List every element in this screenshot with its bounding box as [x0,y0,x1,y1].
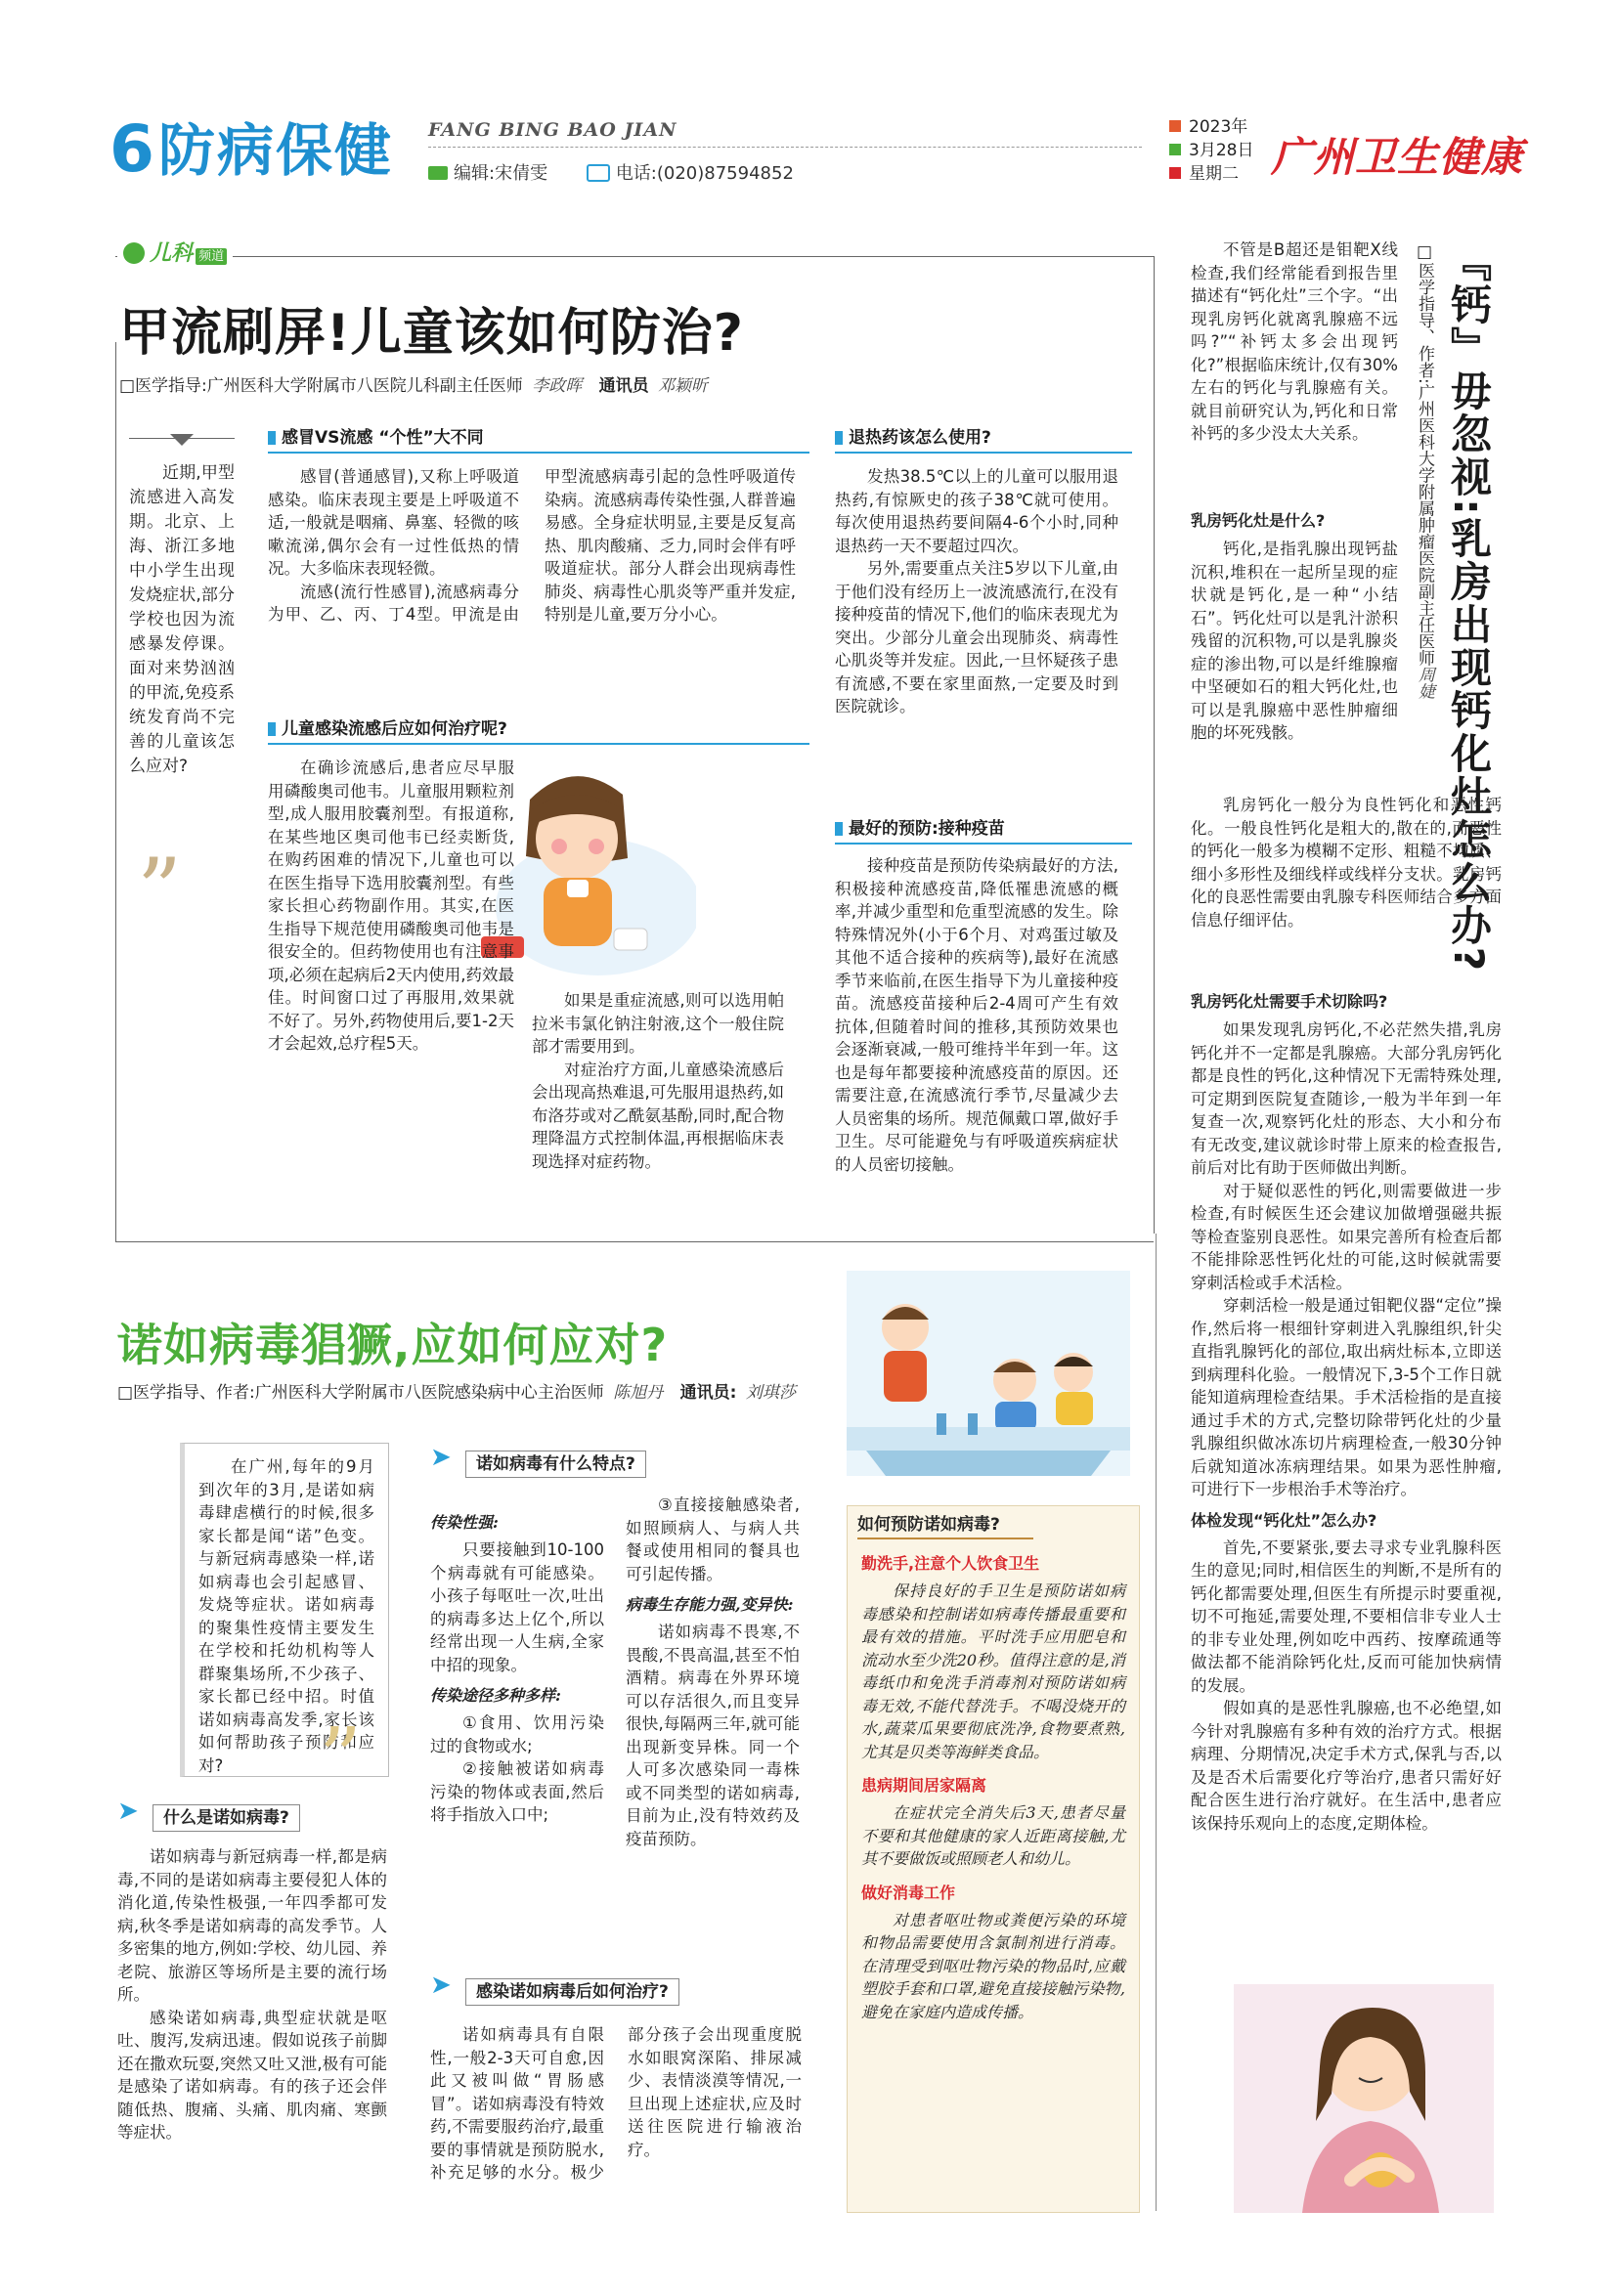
byline-text: □医学指导:广州医科大学附属市八医院儿科副主任医师 [119,376,523,396]
breast-h3: 体检发现“钙化灶”怎么办? [1191,1510,1377,1530]
section-pinyin: FANG BING BAO JIAN [428,119,677,141]
column-divider [1156,1234,1157,2211]
handwashing-illustration [847,1271,1130,1476]
breast-mid [1191,1018,1502,1835]
noro-s2-h1: 传染性强: [430,1513,499,1532]
noro-s4-p1: 保持良好的手卫生是预防诺如病毒感染和控制诺如病毒传播最重要和最有效的措施。平时洗手应用肥皂和流动水至少洗20秒。值得注意的是,消毒纸巾和免洗手消毒剂对预防诺如病毒无效,不能代替洗手。不喝没烧开的水,蔬菜瓜果要彻底洗净,食物要煮熟,尤其是贝类等海鲜类食品。 [861,1581,1125,1761]
byline-text: □医学指导、作者:广州医科大学附属市八医院感染病中心主治医师 [117,1383,604,1403]
children-icon [123,242,145,264]
breast-p3: 乳房钙化一般分为良性钙化和恶性钙化。一般良性钙化是粗大的,散在的,而恶性的钙化一般多为模糊不定形、粗糙不均质、细小多形性及细线样或线样分支状。乳房钙化的良恶性需要由乳腺专科医师结合多方面信息仔细评估。 [1191,796,1502,930]
byline-text: □医学指导、作者:广州医科大学附属肿瘤医院副主任医师 [1415,242,1434,667]
calendar-icon [1169,144,1181,155]
flu-intro: 近期,甲型流感进入高发期。北京、上海、浙江多地中小学生出现发烧症状,部分学校也因为流感暴发停课。面对来势汹汹的甲流,免疫系统发育尚不完善的儿童该怎么应对? [129,463,235,776]
flu-section-2-title: 儿童感染流感后应如何治疗呢? [268,715,809,745]
date: 3月28日 [1189,141,1254,160]
breast-byline [1410,242,1437,700]
noro-s4-h3: 做好消毒工作 [861,1883,956,1902]
noro-s2-p3: 诺如病毒不畏寒,不畏酸,不畏高温,甚至不怕酒精。病毒在外界环境可以存活很久,而且变异很快,每隔两三年,就可能出现新变异株。同一个人可多次感染同一毒株或不同类型的诺如病毒,目前为止,没有特效药及疫苗预防。 [626,1623,800,1848]
pediatrics-label: 儿科 [150,241,194,266]
noro-s2-h3: 病毒生存能力强,变异快: [626,1595,794,1614]
flu-section-3-title: 退热药该怎么使用? [835,424,1132,454]
header-rule [428,147,1142,148]
phone-icon [587,164,610,182]
calendar-icon [1169,120,1181,132]
page-number: 6 [109,111,154,187]
noro-s2-col-b [626,1494,800,1850]
noro-s2-col-a [430,1505,604,1827]
intro-rule [129,438,235,439]
byline-reporter: 刘琪莎 [745,1383,796,1403]
noro-s1 [117,1845,387,2144]
quote-mark: ” [137,840,183,942]
noro-s2-l3: ③直接接触感染者,如照顾病人、与病人共餐或使用相同的餐具也可引起传播。 [626,1495,800,1583]
flu-s1-p2: 流感(流行性感冒),流感病毒分为甲、乙、丙、丁4型。甲流是由甲型流感病毒引起的急性呼吸道传染病。流感病毒传染性强,人群普遍易感。全身症状明显,主要是反复高热、肌肉酸痛、乏力,同时会伴有呼吸道症状。部分人群会出现病毒性肺炎、病毒性心肌炎等严重并发症,特别是儿童,要万分小心。 [268,467,796,624]
noro-title: 诺如病毒猖獗,应如何应对? [117,1319,669,1371]
editor-line [428,159,794,185]
woman-chest-pain-illustration [1234,1984,1494,2213]
noro-s4-p3: 对患者呕吐物或粪便污染的环境和物品需要使用含氯制剂进行消毒。在清理受到呕吐物污染的物品时,应戴塑胶手套和口罩,避免直接接触污染物,避免在家庭内造成传播。 [861,1910,1125,2021]
pediatrics-sublabel: 频道 [196,248,227,265]
quote-mark: ” [319,1711,362,1808]
noro-s1-p1: 诺如病毒与新冠病毒一样,都是病毒,不同的是诺如病毒主要侵犯人体的消化道,传染性极强,一年四季都可发病,秋冬季是诺如病毒的高发季节。人多密集的地方,例如:学校、幼儿园、养老院、旅游区等场所是主要的流行场所。 [117,1847,387,2004]
weekday: 星期二 [1189,164,1239,184]
noro-section-3-title: 感染诺如病毒后如何治疗? [465,1978,679,2006]
breast-p7: 首先,不要紧张,要去寻求专业乳腺科医生的意见;同时,相信医生的判断,不是所有的钙化都需要处理,但医生有所提示时要重视,切不可拖延,需要处理,不要相信非专业人士的非专业处理,例如吃中西药、按摩疏通等做法都不能消除钙化灶,反而可能加快病情的发展。 [1191,1538,1502,1695]
breast-h2: 乳房钙化灶需要手术切除吗? [1191,992,1388,1011]
pediatrics-tag [117,237,233,267]
noro-prevention-box [847,1505,1140,2213]
flu-section-1-title: 感冒VS流感 “个性”大不同 [268,424,809,454]
noro-byline [117,1378,796,1403]
byline-doctor: 周婕 [1415,666,1434,700]
noro-s2-l2: ②接触被诺如病毒污染的物体或表面,然后将手指放入口中; [430,1759,604,1824]
breast-p2: 钙化,是指乳腺出现钙盐沉积,堆积在一起所呈现的症状就是钙化,是一种“小结石”。钙化灶可以是乳汁淤积残留的沉积物,可以是乳腺炎症的渗出物,可以是纤维腺瘤中坚硬如石的粗大钙化灶,也可以是乳腺癌中恶性肿瘤细胞的坏死残骸。 [1191,540,1398,742]
noro-s1-p2: 感染诺如病毒,典型症状就是呕吐、腹泻,发病迅速。假如说孩子前脚还在撒欢玩耍,突然又吐又泄,极有可能是感染了诺如病毒。有的孩子还会伴随低热、腹痛、头痛、肌肉痛、寒颤等症状。 [117,2008,387,2142]
year: 2023年 [1189,117,1248,137]
edit-icon [428,166,448,180]
breast-p8: 假如真的是恶性乳腺癌,也不必绝望,如今针对乳腺癌有多种有效的治疗方式。根据病理、分期情况,决定手术方式,保乳与否,以及是否术后需要化疗等治疗,患者只需好好配合医生进行治疗就好。在生活中,患者应该保持乐观向上的态度,定期体检。 [1191,1699,1502,1833]
paper-plane-icon: ➤ [430,1443,452,1472]
noro-s2-p1: 只要接触到10-100个病毒就有可能感染。小孩子每呕吐一次,吐出的病毒多达上亿个,所以经常出现一人生病,全家中招的现象。 [430,1540,604,1674]
masthead [0,0,1616,215]
frame-bottom [115,1241,1154,1242]
phone: 电话:(020)87594852 [615,163,794,184]
noro-s4-h2: 患病期间居家隔离 [861,1776,987,1795]
paper-plane-icon: ➤ [117,1797,139,1826]
noro-intro: 在广州,每年的9月到次年的3月,是诺如病毒肆虐横行的时候,很多家长都是闻“诺”色变。与新冠病毒感染一样,诺如病毒也会引起感冒、发烧等症状。诺如病毒的聚集性疫情主要发生在学校和托幼机构等人群聚集场所,不少孩子、家长都已经中招。时值诺如病毒高发季,家长该如何帮助孩子预防和应对? [198,1457,374,1775]
breast-h1: 乳房钙化灶是什么? [1191,511,1326,530]
noro-s3 [430,2023,802,2219]
flu-section-4-title: 最好的预防:接种疫苗 [835,815,1132,845]
flu-s2-p2: 如果是重症流感,则可以选用帕拉米韦氯化钠注射液,这个一般住院部才需要用到。 [532,991,784,1056]
flu-byline [119,371,708,396]
frame-right [1154,256,1155,1234]
frame-left [115,342,116,1241]
flu-s2-p1: 在确诊流感后,患者应尽早服用磷酸奥司他韦。儿童服用颗粒剂型,成人服用胶囊剂型。有报道称,在某些地区奥司他韦已经卖断货,在购药困难的情况下,儿童也可以在医生指导下选用胶囊剂型。有些家长担心药物副作用。其实,在医生指导下规范使用磷酸奥司他韦是很安全的。但药物使用也有注意事项,必须在起病后2天内使用,药效最佳。时间窗口过了再服用,效果就不好了。另外,药物使用后,要1-2天才会起效,总疗程5天。 [268,758,514,1053]
breast-p1: 不管是B超还是钼靶X线检查,我们经常能看到报告里描述有“钙化灶”三个字。“出现乳房钙化就离乳腺癌不远吗?”“补钙太多会出现钙化?”根据临床统计,仅有30%左右的钙化与乳腺癌有关。就目前研究认为,钙化和日常补钙的多少没太大关系。 [1191,240,1398,443]
flu-s3-p2: 另外,需要重点关注5岁以下儿童,由于他们没有经历上一波流感流行,在没有接种疫苗的情况下,他们的临床表现尤为突出。少部分儿童会出现肺炎、病毒性心肌炎等并发症。因此,一旦怀疑孩子患有流感,不要在家里面熬,一定要及时到医院就诊。 [835,559,1118,715]
noro-section-4-title: 如何预防诺如病毒? [857,1512,1033,1539]
byline-reporter-label: 通讯员: [679,1383,737,1403]
flu-title: 甲流刷屏!儿童该如何防治? [119,304,744,363]
flu-s3 [835,465,1118,718]
breast-title-text: 『钙』毋忽视:乳房出现钙化灶怎么办? [1445,240,1493,974]
noro-s4-h1: 勤洗手,注意个人饮食卫生 [861,1554,1040,1573]
frame-top [115,256,1154,257]
flu-s3-p1: 发热38.5℃以上的儿童可以服用退热药,有惊厥史的孩子38℃就可使用。每次使用退热药要间隔4-6个小时,同种退热药一天不要超过四次。 [835,467,1118,555]
intro-arrow [170,434,194,446]
noro-section-2-title: 诺如病毒有什么特点? [465,1451,646,1478]
date-block [1169,115,1253,186]
byline-doctor: 陈旭丹 [613,1383,664,1403]
calendar-icon [1169,167,1181,179]
flu-s2-right [532,989,784,1173]
flu-s1-cols [268,465,796,700]
noro-s3-p1: 诺如病毒具有自限性,一般2-3天可自愈,因此又被叫做“胃肠感冒”。诺如病毒没有特效药,不需要服药治疗,最重要的事情就是预防脱水,补充足够的水分。极少部分孩子会出现重度脱水如眼窝深陷、排尿减少、表情淡漠等情况,一旦出现上述症状,应及时送往医院进行输液治疗。 [430,2025,802,2182]
noro-s4-p2: 在症状完全消失后3天,患者尽量不要和其他健康的家人近距离接触,尤其不要做饭或照顾老人和幼儿。 [861,1803,1125,1868]
byline-reporter-label: 通讯员 [598,376,649,396]
breast-p6: 穿刺活检一般是通过钼靶仪器“定位”操作,然后将一根细针穿刺进入乳腺组织,针尖直指乳腺钙化的部位,取出病灶标本,立即送到病理科化验。一般情况下,3-5个工作日就能知道病理检查结果。手术活检指的是直接通过手术的方式,完整切除带钙化灶的少量乳腺组织做冰冻切片病理检查,一般30分钟后就知道冰冻病理结果。如果为恶性肿瘤,可进行下一步根治手术等治疗。 [1191,1296,1502,1498]
editor: 编辑:宋倩雯 [454,163,548,184]
flu-s2-p3: 对症治疗方面,儿童感染流感后会出现高热难退,可先服用退热药,如布洛芬或对乙酰氨基酚,同时,配合物理降温方式控制体温,再根据临床表现选择对症药物。 [532,1060,784,1171]
noro-s2-l1: ①食用、饮用污染过的食物或水; [430,1713,604,1755]
byline-reporter: 邓颖昕 [658,376,709,396]
newspaper-logo: 广州卫生健康 [1271,133,1524,181]
flu-s4-p1: 接种疫苗是预防传染病最好的方法,积极接种流感疫苗,降低罹患流感的概率,并减少重型和危重型流感的发生。除特殊情况外(小于6个月、对鸡蛋过敏及其他不适合接种的疾病等),最好在流感季节来临前,在医生指导下为儿童接种疫苗。流感疫苗接种后2-4周可产生有效抗体,但随着时间的推移,其预防效果也会逐渐衰减,一般可维持半年到一年。这也是每年都要接种流感疫苗的原因。还需要注意,在流感流行季节,尽量减少去人员密集的场所。规范佩戴口罩,做好手卫生。尽可能避免与有呼吸道疾病症状的人员密切接触。 [835,856,1118,1174]
noro-s2-h2: 传染途径多种多样: [430,1686,561,1705]
breast-p5: 对于疑似恶性的钙化,则需要做进一步检查,有时候医生还会建议加做增强磁共振等检查鉴别良恶性。如果完善所有检查后都不能排除恶性钙化灶的可能,这时候就需要穿刺活检或手术活检。 [1191,1181,1502,1292]
paper-plane-icon: ➤ [430,1971,452,2000]
flu-s1-p1: 感冒(普通感冒),又称上呼吸道感染。临床表现主要是上呼吸道不适,一般就是咽痛、鼻塞、轻微的咳嗽流涕,偶尔会有一过性低热的情况。大多临床表现轻微。 [268,467,519,578]
noro-section-1-title: 什么是诺如病毒? [153,1804,300,1832]
byline-doctor: 李政晖 [532,376,583,396]
section-title: 防病保健 [158,117,394,184]
breast-p4: 如果发现乳房钙化,不必茫然失措,乳房钙化并不一定都是乳腺癌。大部分乳房钙化都是良性的钙化,这种情况下无需特殊处理,可定期到医院复查随诊,一般为半年到一年复查一次,观察钙化灶的形态、大小和分布有无改变,建议就诊时带上原来的检查报告,前后对比有助于医师做出判断。 [1191,1020,1502,1177]
